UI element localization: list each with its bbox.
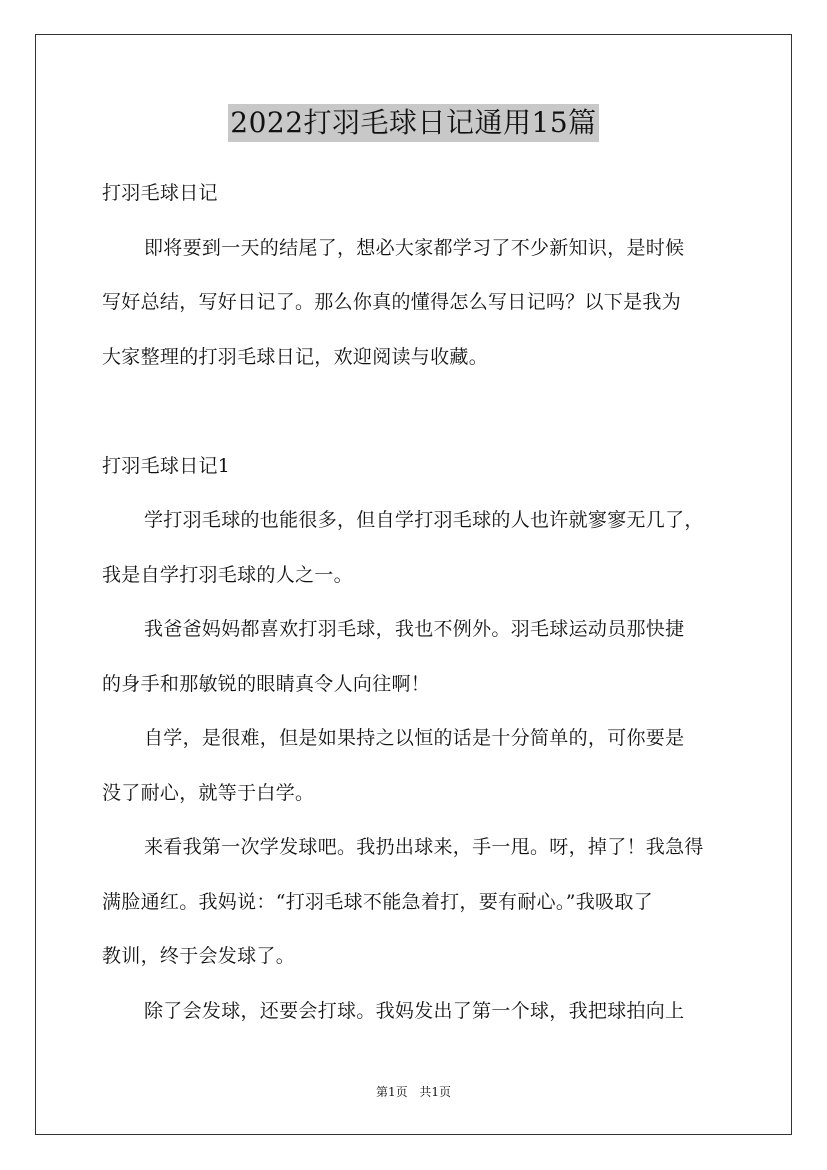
title-container (0, 104, 827, 142)
paragraph-line: 即将要到一天的结尾了，想必大家都学习了不少新知识，是时候 (144, 236, 685, 259)
document-body (102, 166, 732, 1038)
paragraph-line: 我是自学打羽毛球的人之一。 (102, 563, 353, 586)
paragraph-line: 没了耐心，就等于白学。 (102, 781, 315, 804)
page-total: 共1页 (419, 1085, 452, 1099)
paragraph-line: 自学，是很难，但是如果持之以恒的话是十分简单的，可你要是 (144, 727, 685, 749)
paragraph-line: 来看我第一次学发球吧。我扔出球来，手一甩。呀，掉了！我急得 (144, 836, 704, 858)
document-title: 2022打羽毛球日记通用15篇 (228, 104, 598, 142)
paragraph-line: 除了会发球，还要会打球。我妈发出了第一个球，我把球拍向上 (144, 999, 685, 1022)
page-footer (0, 1084, 827, 1100)
paragraph-line: 教训，终于会发球了。 (102, 945, 296, 967)
section-heading-1: 打羽毛球日记1 (102, 454, 231, 477)
paragraph-line: 我爸爸妈妈都喜欢打羽毛球，我也不例外。羽毛球运动员那快捷 (144, 618, 685, 640)
section-heading-intro: 打羽毛球日记 (102, 182, 218, 204)
paragraph-line: 学打羽毛球的也能很多，但自学打羽毛球的人也许就寥寥无几了， (144, 509, 704, 531)
paragraph-line: 大家整理的打羽毛球日记，欢迎阅读与收藏。 (102, 345, 489, 368)
blank-line (102, 384, 732, 439)
paragraph-line: 的身手和那敏锐的眼睛真令人向往啊！ (102, 672, 431, 695)
page-number: 第1页 (375, 1085, 408, 1099)
paragraph-line: 满脸通红。我妈说：“打羽毛球不能急着打，要有耐心。”我吸取了 (102, 890, 653, 913)
paragraph-line: 写好总结，写好日记了。那么你真的懂得怎么写日记吗？以下是我为 (102, 291, 682, 313)
